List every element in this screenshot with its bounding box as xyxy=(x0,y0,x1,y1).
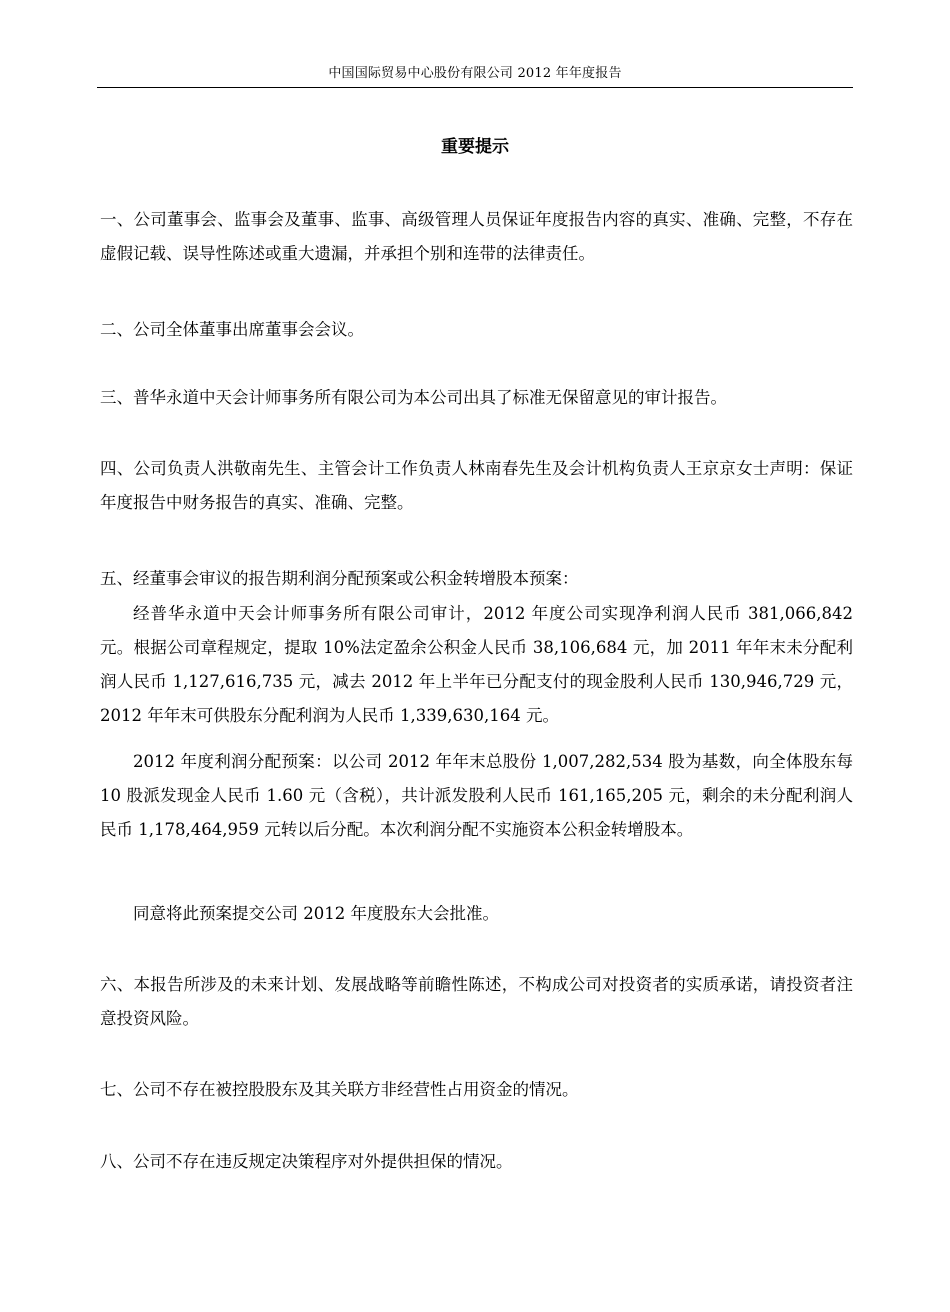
notice-item-5-heading: 五、经董事会审议的报告期利润分配预案或公积金转增股本预案： xyxy=(100,569,579,588)
notice-item-5-paragraph-2: 2012 年度利润分配预案：以公司 2012 年年末总股份 1,007,282,534 股为基数，向全体股东每 10 股派发现金人民币 1.60 元（含税），共计派发股利人民币 161,165,205 元，剩余的未分配利润人民币 1,178,464,959 元转以后分配。本次利润分配不实施资本公积金转增股本。 xyxy=(100,752,853,839)
header-rule xyxy=(97,87,853,88)
page-title: 重要提示 xyxy=(441,137,509,157)
notice-item-1: 一、公司董事会、监事会及董事、监事、高级管理人员保证年度报告内容的真实、准确、完整，不存在虚假记载、误导性陈述或重大遗漏，并承担个别和连带的法律责任。 xyxy=(100,210,853,263)
notice-item-4: 四、公司负责人洪敬南先生、主管会计工作负责人林南春先生及会计机构负责人王京京女士声明：保证年度报告中财务报告的真实、准确、完整。 xyxy=(100,459,853,512)
notice-item-8: 八、公司不存在违反规定决策程序对外提供担保的情况。 xyxy=(100,1152,513,1171)
running-header: 中国国际贸易中心股份有限公司 2012 年年度报告 xyxy=(328,66,622,81)
notice-item-5-paragraph-1: 经普华永道中天会计师事务所有限公司审计，2012 年度公司实现净利润人民币 381,066,842 元。根据公司章程规定，提取 10%法定盈余公积金人民币 38,106,684 元，加 2011 年年末未分配利润人民币 1,127,616,735 元，减去 2012 年上半年已分配支付的现金股利人民币 130,946,729 元，2012 年年末可供股东分配利润为人民币 1,339,630,164 元。 xyxy=(100,604,853,725)
notice-item-2: 二、公司全体董事出席董事会会议。 xyxy=(100,320,364,339)
notice-item-6: 六、本报告所涉及的未来计划、发展战略等前瞻性陈述，不构成公司对投资者的实质承诺，请投资者注意投资风险。 xyxy=(100,975,853,1028)
notice-item-7: 七、公司不存在被控股股东及其关联方非经营性占用资金的情况。 xyxy=(100,1080,579,1099)
notice-item-3: 三、普华永道中天会计师事务所有限公司为本公司出具了标准无保留意见的审计报告。 xyxy=(100,388,727,407)
notice-item-5-paragraph-3: 同意将此预案提交公司 2012 年度股东大会批准。 xyxy=(133,904,499,923)
